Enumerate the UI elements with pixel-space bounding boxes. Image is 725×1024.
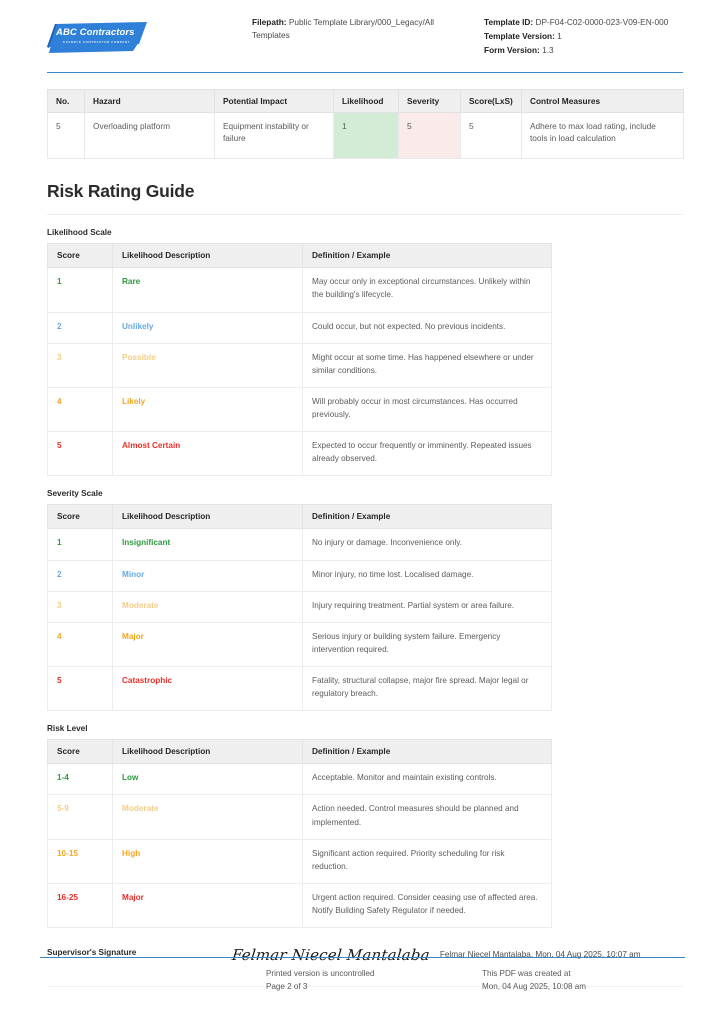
cell-definition: Injury requiring treatment. Partial system or area failure. [303,591,552,622]
cell-score: 5-9 [48,795,113,839]
scale-header-row [48,505,552,529]
cell-definition: Expected to occur frequently or imminently. Repeated issues already observed. [303,432,552,476]
likelihood-scale-table [47,243,552,476]
cell-definition: Might occur at some time. Has happened elsewhere or under similar conditions. [303,343,552,387]
template-id-label: Template ID: [484,17,534,27]
cell-score: 5 [461,112,522,159]
signature-image [232,946,430,964]
hazard-table [47,89,684,160]
cell-impact: Equipment instability or failure [215,112,334,159]
cell-controls: Adhere to max load rating, include tools in load calculation [522,112,684,159]
cell-description: Likely [113,387,303,431]
table-row [48,560,552,591]
cell-description: Low [113,764,303,795]
cell-description: Rare [113,268,303,312]
table-row [48,795,552,839]
table-row [48,839,552,883]
signature-name-timestamp: Felmar Niecel Mantalaba, Mon, 04 Aug 2025, 10:07 am [439,950,641,960]
cell-hazard: Overloading platform [85,112,215,159]
cell-definition: Minor injury, no time lost. Localised damage. [303,560,552,591]
cell-score: 1 [48,268,113,312]
cell-description: Major [113,883,303,927]
severity-scale-label: Severity Scale [47,489,103,499]
col-definition: Definition / Example [303,505,552,529]
cell-definition: May occur only in exceptional circumstances. Unlikely within the building's lifecycle. [303,268,552,312]
cell-score: 1 [48,529,113,560]
cell-severity: 5 [399,112,461,159]
risk-level-label: Risk Level [47,724,88,734]
cell-likelihood: 1 [334,112,399,159]
footer-page-number: Page 2 of 3 [266,981,308,991]
risk-level-table [47,739,552,928]
col-description: Likelihood Description [113,505,303,529]
filepath-line [252,16,468,42]
cell-description: High [113,839,303,883]
table-row [48,667,552,711]
hazard-table-header-row [48,89,684,112]
col-no: No. [48,89,85,112]
cell-definition: Fatality, structural collapse, major fire spread. Major legal or regulatory breach. [303,667,552,711]
col-definition: Definition / Example [303,244,552,268]
form-version-line [484,44,683,57]
cell-no: 5 [48,112,85,159]
template-meta-block [484,16,683,58]
footer-pdf-created-label: This PDF was created at [482,969,571,978]
cell-description: Major [113,622,303,666]
footer-pdf-block [482,968,683,994]
cell-score: 3 [48,343,113,387]
cell-score: 5 [48,432,113,476]
template-version-line [484,30,683,43]
cell-description: Moderate [113,795,303,839]
hazard-table-section [0,73,725,160]
col-score: Score [48,244,113,268]
cell-description: Possible [113,343,303,387]
template-id-value: DP-F04-C02-0000-023-V09-EN-000 [535,17,669,27]
col-score: Score [48,740,113,764]
table-row [48,591,552,622]
page-title: Risk Rating Guide [47,181,195,202]
footer-uncontrolled-text: Printed version is uncontrolled [266,969,375,978]
cell-score: 16-25 [48,883,113,927]
cell-score: 10-15 [48,839,113,883]
filepath-value: Public Template Library/000_Legacy/All Templates [252,17,435,40]
col-potential-impact: Potential Impact [215,89,334,112]
col-score: Score(LxS) [461,89,522,112]
col-definition: Definition / Example [303,740,552,764]
scales-section [0,228,725,928]
col-description: Likelihood Description [113,740,303,764]
cell-description: Catastrophic [113,667,303,711]
cell-definition: Serious injury or building system failure. Emergency intervention required. [303,622,552,666]
signature-label: Supervisor's Signature [47,948,137,958]
cell-definition: Urgent action required. Consider ceasing use of affected area. Notify Building Safety Regulator if needed. [303,883,552,927]
template-version-label: Template Version: [484,30,555,41]
severity-scale-table [47,504,552,711]
cell-definition: Acceptable. Monitor and maintain existing controls. [303,764,552,795]
risk-level-body [48,764,552,928]
col-hazard: Hazard [85,89,215,112]
document-header [0,0,725,58]
table-row [48,883,552,927]
col-severity: Severity [399,89,461,112]
logo-badge-icon [47,22,147,54]
table-row [48,529,552,560]
cell-score: 4 [48,622,113,666]
likelihood-scale-label: Likelihood Scale [47,228,112,238]
cell-score: 1-4 [48,764,113,795]
footer-print-block [266,968,482,994]
table-row [48,764,552,795]
cell-definition: Could occur, but not expected. No previous incidents. [303,312,552,343]
cell-score: 3 [48,591,113,622]
cell-score: 4 [48,387,113,431]
signature-script-text: Felmar Niecel Mantalaba [231,946,431,965]
template-version-value: 1 [557,30,562,41]
scale-header-row [48,244,552,268]
form-version-label: Form Version: [484,44,540,55]
col-score: Score [48,505,113,529]
footer-pdf-created-value: Mon, 04 Aug 2025, 10:08 am [482,981,586,991]
cell-score: 5 [48,667,113,711]
table-row [48,312,552,343]
filepath-block [252,16,484,43]
severity-scale-body [48,529,552,711]
footer-divider [40,957,685,958]
table-row [48,622,552,666]
col-control-measures: Control Measures [522,89,684,112]
cell-description: Moderate [113,591,303,622]
scale-header-row [48,740,552,764]
cell-score: 2 [48,312,113,343]
cell-description: Almost Certain [113,432,303,476]
table-row [48,387,552,431]
company-logo [47,16,252,54]
table-row [48,343,552,387]
likelihood-scale-body [48,268,552,476]
table-row [48,432,552,476]
template-id-line [484,16,683,29]
cell-score: 2 [48,560,113,591]
cell-description: Unlikely [113,312,303,343]
cell-description: Minor [113,560,303,591]
cell-description: Insignificant [113,529,303,560]
signature-section [0,928,725,964]
form-version-value: 1.3 [542,44,554,55]
col-description: Likelihood Description [113,244,303,268]
cell-definition: No injury or damage. Inconvenience only. [303,529,552,560]
col-likelihood: Likelihood [334,89,399,112]
table-row [48,112,684,159]
table-row [48,268,552,312]
logo-company-name: ABC Contractors [56,27,135,38]
cell-definition: Will probably occur in most circumstances. Has occurred previously. [303,387,552,431]
cell-definition: Action needed. Control measures should be planned and implemented. [303,795,552,839]
logo-tagline: EXAMPLE CONTRACTOR COMPANY [63,39,131,44]
cell-definition: Significant action required. Priority scheduling for risk reduction. [303,839,552,883]
document-footer [47,968,683,994]
title-divider [47,214,683,215]
filepath-label: Filepath: [252,17,287,27]
